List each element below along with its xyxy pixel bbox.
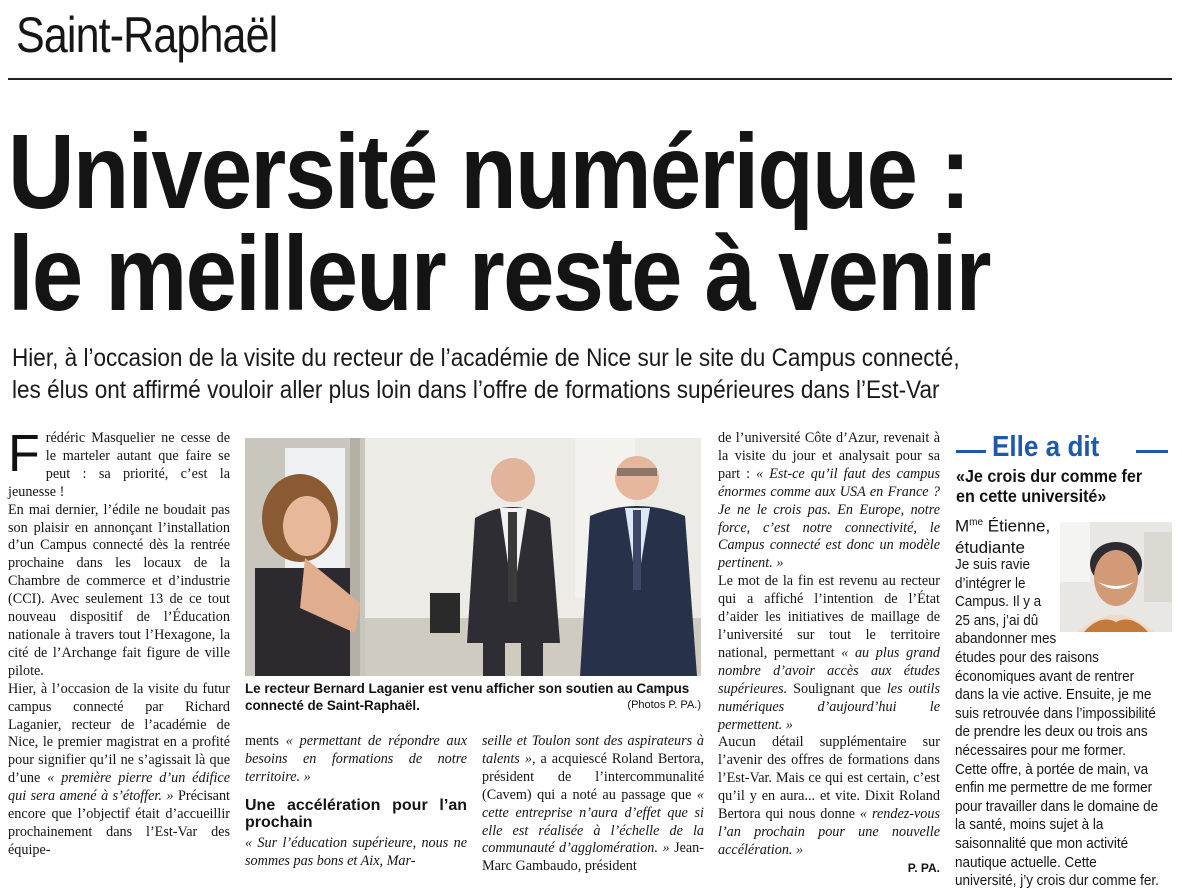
subheading: Une accélération pour l’an prochain	[245, 796, 467, 831]
paragraph-text: Jean-Marc Gambaudo, président	[482, 840, 704, 875]
author-signature: P. PA.	[907, 860, 940, 875]
paragraph-text: Précisant encore que l’objectif était d’accueillir prochainement dans l’Est-Var des équipe-	[8, 788, 230, 858]
paragraph	[718, 734, 940, 859]
dropcap: F	[8, 425, 40, 483]
photo-illustration	[245, 438, 701, 676]
paragraph: « Sur l’éducation supérieure, nous ne sommes pas bons et Aix, Mar-	[245, 834, 467, 869]
section-rule	[8, 78, 1172, 80]
quote-text: « Est-ce qu’il faut des campus énormes comme aux USA en France ? Je ne le crois pas. En Europe, notre force, c’est notre connectivité, le Campus connecté est donc un modèle pertinent. »	[718, 465, 940, 572]
person-name-sup: me	[969, 517, 984, 528]
quote-text: « permettant de répondre aux besoins en formations de notre territoire. »	[245, 733, 468, 785]
portrait-wrap-space	[1057, 556, 1159, 636]
sidebar-body	[955, 556, 1160, 891]
person-name-prefix: M	[955, 516, 970, 536]
section-title: Saint-Raphaël	[16, 7, 278, 63]
photo-credit: (Photos P. PA.)	[627, 699, 701, 711]
paragraph-text: ments	[245, 733, 286, 749]
paragraph: En mai dernier, l’édile ne boudait pas son plaisir en annonçant l’installation d’un Campus connecté dès la rentrée prochaine dans les locaux de la Chambre de commerce et d’industrie (CCI). Avec seulement 13 de ce tout nouveau dispositif de l’Éducation nationale à travers tout l’Hexagone, la cité de l’Archange fait figure de ville pilote.	[8, 501, 230, 679]
paragraph	[245, 733, 467, 787]
quote-text: « au plus grand nombre d’avoir accès aux études supérieures.	[718, 644, 940, 697]
photo-caption	[245, 680, 701, 714]
paragraph-text: Soulignant que	[787, 680, 887, 697]
paragraph-text: Aucun détail supplémentaire sur l’avenir des offres de formations dans l’Est-Var. Mais ce qui est certain, c’est qu’il y en aura... et vite. Dixit Roland Bertora qui nous donne	[718, 734, 940, 823]
sidebar-person	[955, 512, 1059, 558]
paragraph-text: Le mot de la fin est revenu au recteur qui a affiché l’intention de l’État d’aider les initiatives de maillage de l’université sur tout le territoire national, permettant	[718, 573, 940, 661]
paragraph	[718, 573, 940, 734]
person-role: étudiante	[955, 537, 1025, 557]
quote-text: les outils numériques d’aujourd’hui le permettent. »	[718, 680, 940, 733]
standfirst-line-2: les élus ont affirmé vouloir aller plus loin dans l’offre de formations supérieures dans l’Est-Var	[12, 376, 940, 404]
article-column-2	[245, 733, 467, 875]
person-name: Étienne,	[983, 516, 1051, 536]
sidebar-body-text: Je suis ravie d’intégrer le Campus. Il y a 25 ans, j’ai dû abandonner mes études pour des raisons économiques avant de rentrer dans la vie active. Ensuite, je me suis retrouvée dans l’impossibilité de prendre les deux ou trois ans nécessaires pour me former. Cette offre, à portée de main, va enfin me permettre de me former pour travailler dans le domaine de la santé, moins sujet à la saisonnalité que mon activité nautique actuelle. Cette université, j’y crois dur comme fer.	[955, 557, 1159, 890]
article-column-3	[482, 733, 704, 875]
article-column-4	[718, 430, 940, 876]
paragraph-text: rédéric Masquelier ne cesse de le marteler autant que faire se peut : sa priorité, c’est la jeunesse !	[8, 430, 230, 500]
paragraph-text: Hier, à l’occasion de la visite du futur campus connecté par Richard Laganier, recteur de l’académie de Nice, le premier magistrat en a profité pour signifier qu’il ne s’agissait là que d’une	[8, 680, 230, 787]
article-photo	[245, 438, 701, 676]
quote-text: « cette entreprise n’aura d’effet que si elle est réalisée à l’échelle de la communauté d’agglomération. »	[482, 786, 704, 857]
quote-text: « première pierre d’un édifice qui sera amené à s’étoffer. »	[8, 770, 230, 805]
paragraph-text: de l’université Côte d’Azur, revenait à la visite du jour et analysait pour sa part :	[718, 430, 940, 482]
paragraph	[8, 681, 230, 860]
sidebar-quote: «Je crois dur comme fer en cette université»	[956, 466, 1143, 506]
paragraph	[482, 733, 704, 876]
quote-text: seille et Toulon sont des aspirateurs à talents »	[482, 733, 704, 767]
sidebar-rule-right	[1136, 450, 1168, 453]
paragraph	[718, 430, 940, 573]
headline-line-2: le meilleur reste à venir	[8, 215, 990, 333]
paragraph-text: , a acquiescé Roland Bertora, président de l’intercommunalité (Cavem) qui a noté au passage que	[482, 750, 704, 803]
paragraph	[8, 425, 230, 502]
sidebar-rule-left	[956, 450, 986, 453]
standfirst-line-1: Hier, à l’occasion de la visite du recteur de l’académie de Nice sur le site du Campus connecté,	[12, 344, 960, 372]
quote-text: « rendez-vous l’an prochain pour une nouvelle accélération. »	[718, 806, 940, 858]
caption-text: Le recteur Bernard Laganier est venu afficher son soutien au Campus connecté de Saint-Raphaël.	[245, 681, 690, 713]
article-column-1	[8, 425, 230, 878]
sidebar-title: Elle a dit	[992, 431, 1100, 463]
headline-line-1: Université numérique :	[8, 113, 970, 231]
